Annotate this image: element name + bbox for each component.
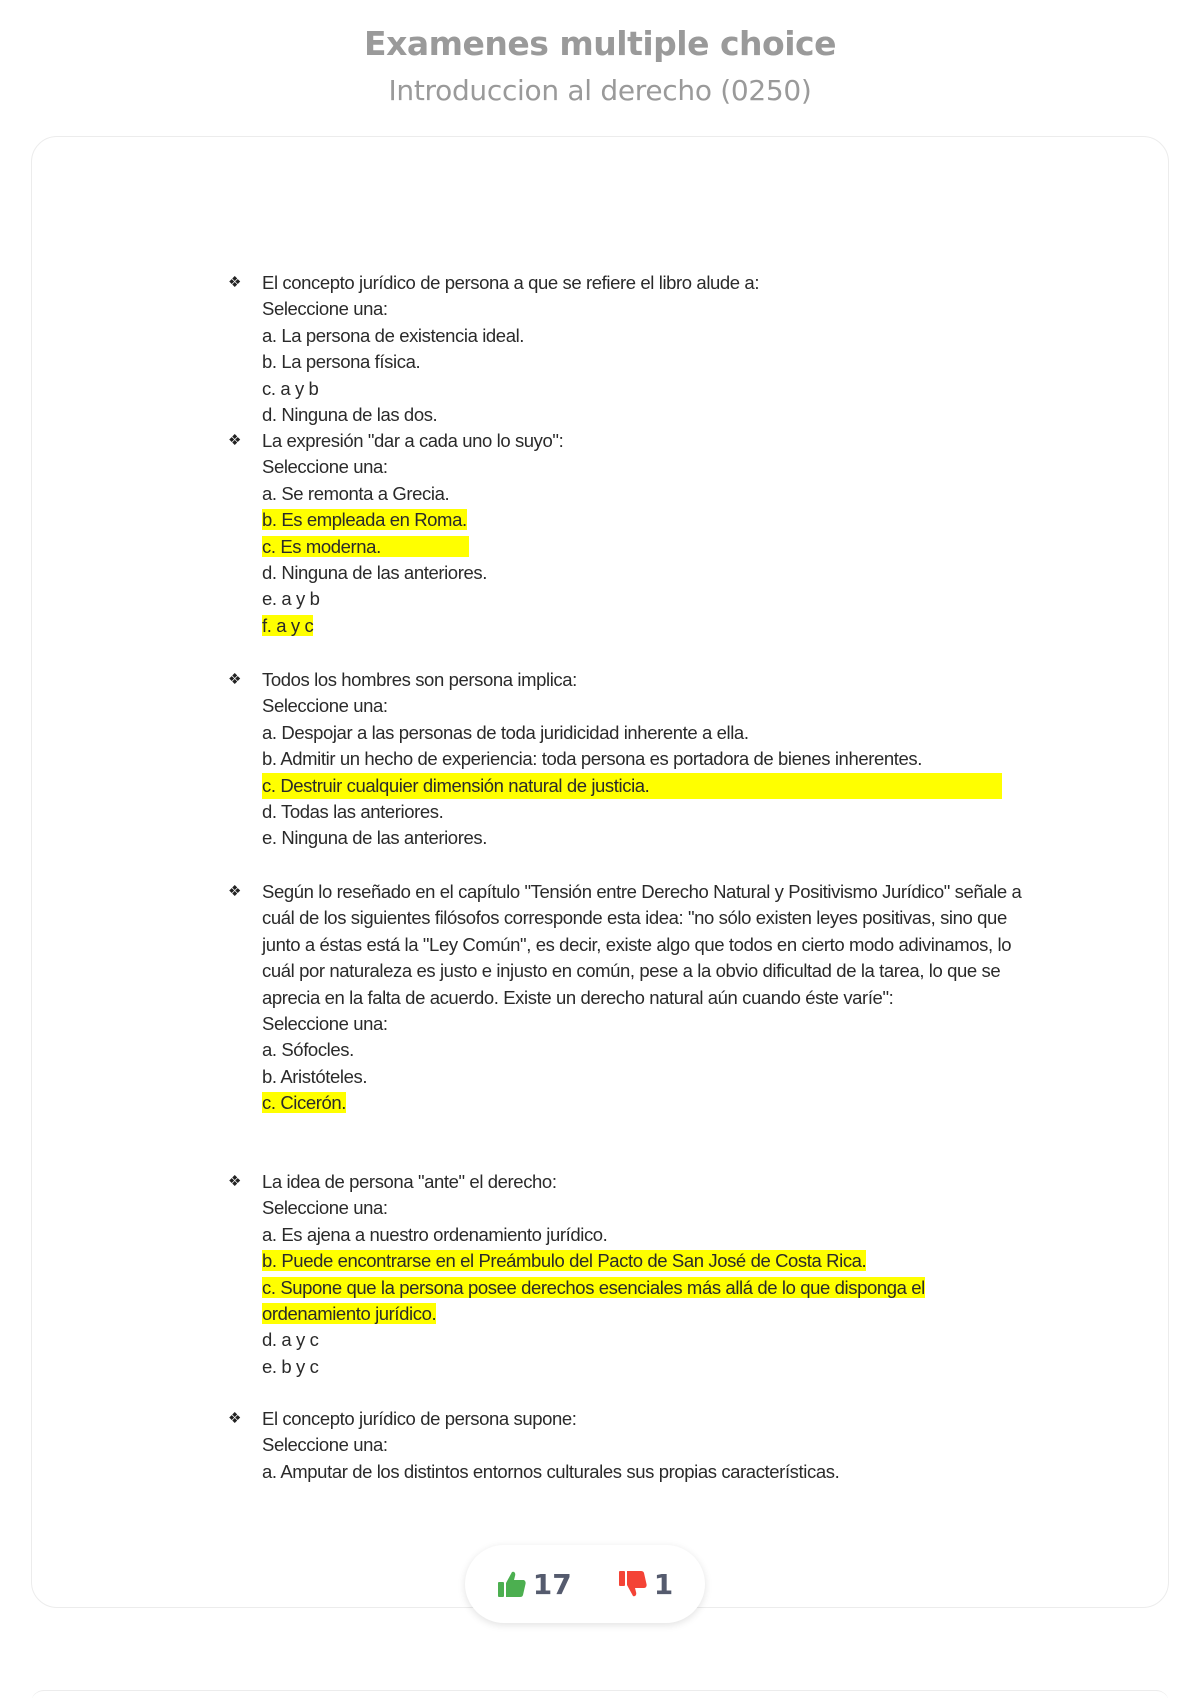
option-a: a. Sófocles. (262, 1039, 354, 1061)
vote-bar (465, 1545, 705, 1623)
option-c-highlighted: c. Supone que la persona posee derechos esenciales más allá de lo que disponga el ordenamiento jurídico. (262, 1276, 925, 1325)
question-prompt: Seleccione una: (262, 695, 388, 717)
option-d: d. Todas las anteriores. (262, 801, 444, 823)
question-prompt: Seleccione una: (262, 456, 388, 478)
option-d: d. a y c (262, 1329, 319, 1351)
option-e: e. b y c (262, 1355, 319, 1377)
question-text: El concepto jurídico de persona a que se refiere el libro alude a: (262, 272, 760, 293)
bullet-icon: ❖ (228, 1173, 242, 1190)
question-text: La idea de persona "ante" el derecho: (262, 1171, 557, 1192)
thumbs-up-icon (497, 1570, 527, 1598)
option-b: b. La persona física. (262, 351, 421, 373)
option-a: a. Despojar a las personas de toda juridicidad inherente a ella. (262, 721, 749, 743)
option-a: a. La persona de existencia ideal. (262, 324, 525, 346)
option-b: b. Aristóteles. (262, 1065, 368, 1087)
question-item (228, 879, 1028, 1117)
option-a: a. Se remonta a Grecia. (262, 482, 450, 504)
question-prompt: Seleccione una: (262, 1434, 388, 1456)
option-b: b. Admitir un hecho de experiencia: toda persona es portadora de bienes inherentes. (262, 748, 922, 770)
question-item (228, 1169, 1028, 1380)
question-prompt: Seleccione una: (262, 298, 388, 320)
question-item (228, 270, 1028, 428)
question-text: El concepto jurídico de persona supone: (262, 1408, 577, 1429)
next-page-edge (31, 1690, 1169, 1698)
question-prompt: Seleccione una: (262, 1197, 388, 1219)
question-item (228, 428, 1028, 639)
option-d: d. Ninguna de las dos. (262, 404, 438, 426)
option-b-highlighted: b. Es empleada en Roma. (262, 509, 467, 531)
option-b-highlighted: b. Puede encontrarse en el Preámbulo del Pacto de San José de Costa Rica. (262, 1250, 867, 1272)
bullet-icon: ❖ (228, 432, 242, 449)
bullet-icon: ❖ (228, 274, 242, 291)
question-prompt: Seleccione una: (262, 1013, 388, 1035)
option-c-highlighted: c. Es moderna. (262, 536, 469, 557)
question-item (228, 1406, 1028, 1485)
bullet-icon: ❖ (228, 1410, 242, 1427)
question-text: Todos los hombres son persona implica: (262, 669, 577, 690)
option-d: d. Ninguna de las anteriores. (262, 562, 487, 584)
question-item (228, 667, 1028, 852)
document-subtitle: Introduccion al derecho (0250) (388, 74, 812, 107)
option-c: c. a y b (262, 377, 319, 399)
option-a: a. Es ajena a nuestro ordenamiento jurídico. (262, 1223, 608, 1245)
option-e: e. Ninguna de las anteriores. (262, 827, 487, 849)
option-c-highlighted: c. Destruir cualquier dimensión natural de justicia. (262, 773, 1002, 799)
document-title: Examenes multiple choice (364, 24, 836, 63)
bullet-icon: ❖ (228, 671, 242, 688)
option-c-highlighted: c. Cicerón. (262, 1092, 347, 1114)
option-f-highlighted: f. a y c (262, 614, 314, 636)
like-count: 17 (532, 1567, 572, 1601)
bullet-icon: ❖ (228, 883, 242, 900)
option-e: e. a y b (262, 588, 320, 610)
question-text: La expresión "dar a cada uno lo suyo": (262, 430, 564, 451)
like-button[interactable] (497, 1568, 572, 1601)
option-a: a. Amputar de los distintos entornos culturales sus propias características. (262, 1460, 840, 1482)
question-text: Según lo reseñado en el capítulo "Tensión entre Derecho Natural y Positivismo Jurídico" señale a cuál de los siguientes filósofos corresponde esta idea: "no sólo existen leyes positivas, sino que junto a éstas está la "Ley Común", es decir, existe algo que todos en cierto modo adivinamos, lo cuál por naturaleza es justo e injusto en común, pese a la obvio dificultad de la tarea, lo que se aprecia en la falta de acuerdo. Existe un derecho natural aún cuando éste varíe": (262, 881, 1022, 1008)
dislike-button[interactable] (618, 1568, 673, 1601)
thumbs-down-icon (618, 1570, 648, 1598)
dislike-count: 1 (653, 1567, 674, 1601)
